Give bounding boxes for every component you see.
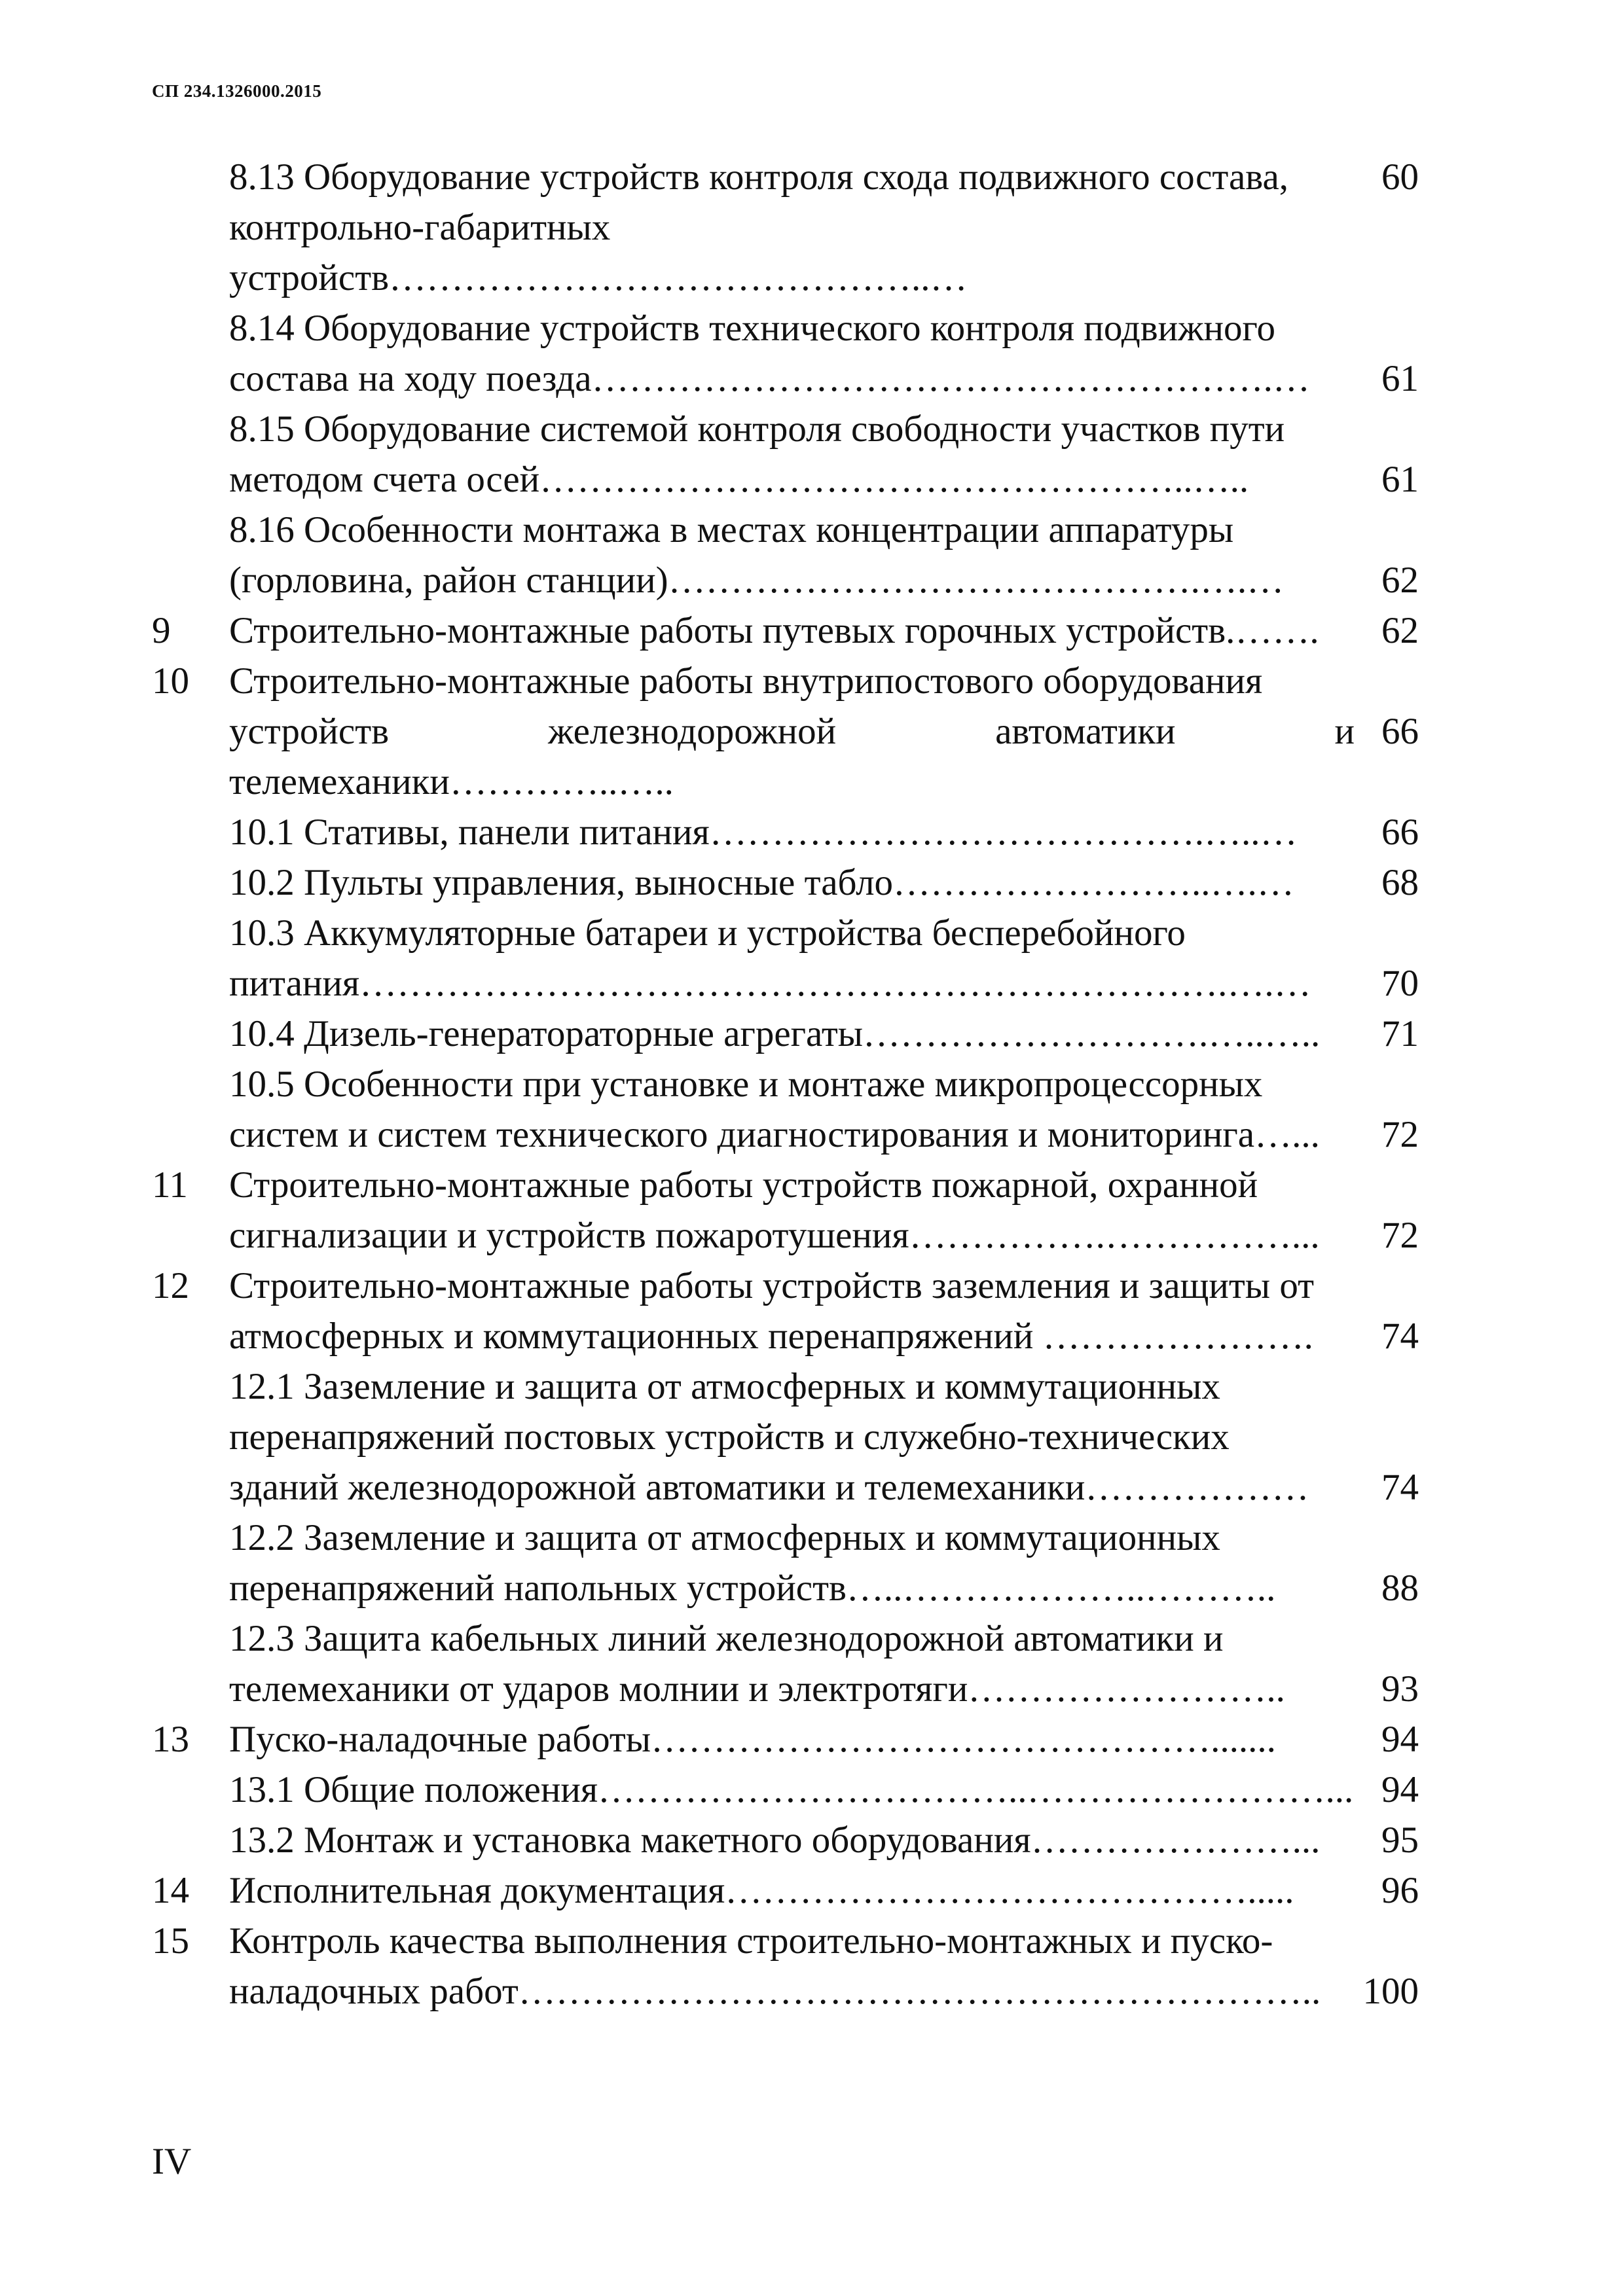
toc-entry[interactable]: [152, 656, 1419, 807]
toc-entry[interactable]: [152, 303, 1419, 404]
toc-entry-text: Строительно-монтажные работы внутрипостового оборудования: [229, 660, 1263, 702]
toc-entry[interactable]: [152, 1009, 1419, 1059]
toc-entry-line: [229, 1109, 1355, 1160]
toc-entry-text: контрольно-габаритных устройств……………………………………..…: [229, 207, 968, 298]
toc-entry[interactable]: [152, 1513, 1419, 1613]
toc-entry-page: 100: [1362, 1971, 1419, 2012]
toc-entry[interactable]: [152, 1714, 1419, 1765]
toc-entry[interactable]: [152, 1765, 1419, 1815]
toc-entry-page: 74: [1381, 1467, 1419, 1508]
toc-entry-line: [229, 404, 1355, 454]
toc-entry-line: [229, 303, 1355, 353]
toc-entry-text: (горловина, район станции)…………………………………….….…: [229, 560, 1285, 601]
toc-entry-line: [229, 1160, 1355, 1210]
toc-entry-text: 10.4 Дизель-генератораторные агрегаты……………………….…..…..: [229, 1013, 1321, 1054]
toc-entry-line: [229, 505, 1355, 555]
toc-entry[interactable]: [152, 1815, 1419, 1865]
toc-entry-page: 96: [1381, 1870, 1419, 1911]
toc-entry-page: 71: [1381, 1013, 1419, 1054]
toc-entry-line: [229, 1815, 1355, 1865]
toc-entry-line: [229, 1361, 1355, 1412]
toc-entry[interactable]: [152, 1361, 1419, 1513]
toc-entry-text: Строительно-монтажные работы устройств заземления и защиты от: [229, 1265, 1315, 1306]
toc-entry-text: 8.16 Особенности монтажа в местах концентрации аппаратуры: [229, 509, 1234, 550]
toc-entry-line: [229, 958, 1355, 1009]
page-number-roman: IV: [152, 2141, 192, 2182]
toc-entry[interactable]: [152, 605, 1419, 656]
toc-entry-text: 10.3 Аккумуляторные батареи и устройства бесперебойного: [229, 912, 1186, 954]
toc-entry[interactable]: [152, 505, 1419, 605]
toc-entry-page: 60: [1381, 156, 1419, 198]
toc-entry-text: 12.1 Заземление и защита от атмосферных и коммутационных: [229, 1366, 1220, 1407]
toc-entry-text: питания…………………………………………………………….….…: [229, 963, 1311, 1004]
toc-entry-line: [229, 1412, 1355, 1462]
document-code-header: СП 234.1326000.2015: [152, 81, 322, 101]
toc-entry-line: [229, 1009, 1355, 1059]
toc-entry-text: методом счета осей……………………………………………..…..: [229, 459, 1249, 500]
toc-entry-line: [229, 857, 1355, 908]
toc-entry-text: 8.14 Оборудование устройств технического контроля подвижного: [229, 308, 1275, 349]
toc-entry[interactable]: [152, 807, 1419, 857]
toc-entry-page: 93: [1381, 1668, 1419, 1710]
toc-entry-page: 72: [1381, 1114, 1419, 1155]
toc-entry-line: [229, 353, 1355, 404]
toc-entry-page: 62: [1381, 560, 1419, 601]
toc-entry-text: 8.13 Оборудование устройств контроля схода подвижного состава,: [229, 156, 1288, 198]
toc-entry-page: 95: [1381, 1820, 1419, 1861]
toc-entry-number: 12: [152, 1265, 189, 1306]
toc-entry-page: 88: [1381, 1568, 1419, 1609]
toc-entry-line: [229, 1966, 1355, 2017]
toc-entry-page: 61: [1381, 459, 1419, 500]
toc-entry-page: 70: [1381, 963, 1419, 1004]
toc-entry-number: 11: [152, 1164, 188, 1206]
toc-entry-text: Строительно-монтажные работы устройств пожарной, охранной: [229, 1164, 1258, 1206]
toc-entry-text: перенапряжений постовых устройств и служебно-технических: [229, 1416, 1230, 1458]
toc-entry[interactable]: [152, 404, 1419, 505]
toc-entry-text: устройств железнодорожной автоматики и телемеханики…………..…..: [229, 711, 1355, 802]
toc-entry-line: [229, 1462, 1355, 1513]
table-of-contents: [152, 152, 1419, 2017]
toc-entry[interactable]: [152, 1261, 1419, 1361]
toc-entry-text: состава на ходу поезда……………………………………………….…: [229, 358, 1310, 399]
toc-entry-text: Строительно-монтажные работы путевых горочных устройств.…….: [229, 610, 1319, 651]
toc-entry-page: 61: [1381, 358, 1419, 399]
toc-entry-text: наладочных работ………………………………………………………..: [229, 1971, 1321, 2012]
toc-entry-line: [229, 1664, 1355, 1714]
toc-entry-number: 10: [152, 660, 189, 702]
toc-entry-line: [229, 1865, 1355, 1916]
toc-entry-line: [229, 1765, 1355, 1815]
toc-entry[interactable]: [152, 857, 1419, 908]
toc-entry-text: 13.1 Общие положения……………………………..……………………...: [229, 1769, 1354, 1810]
toc-entry-line: [229, 1613, 1355, 1664]
toc-entry[interactable]: [152, 1059, 1419, 1160]
toc-entry-number: 15: [152, 1920, 189, 1962]
toc-entry-line: [229, 605, 1355, 656]
toc-entry-page: 94: [1381, 1719, 1419, 1760]
toc-entry-text: перенапряжений напольных устройств…..………………..………..: [229, 1568, 1276, 1609]
toc-entry-page: 66: [1381, 711, 1419, 752]
toc-entry-text: 13.2 Монтаж и установка макетного оборудования…………………...: [229, 1820, 1321, 1861]
toc-entry-text: Исполнительная документация…………………………………….....: [229, 1870, 1294, 1911]
toc-entry[interactable]: [152, 1160, 1419, 1261]
toc-entry-line: [229, 656, 1355, 706]
toc-entry-text: 10.5 Особенности при установке и монтаже микропроцессорных: [229, 1064, 1263, 1105]
toc-entry-page: 66: [1381, 812, 1419, 853]
toc-entry-line: [229, 1513, 1355, 1563]
toc-entry-number: 14: [152, 1870, 189, 1911]
toc-entry[interactable]: [152, 152, 1419, 303]
toc-entry-line: [229, 1261, 1355, 1311]
toc-entry-text: 8.15 Оборудование системой контроля свободности участков пути: [229, 408, 1285, 450]
toc-entry-page: 68: [1381, 862, 1419, 903]
toc-entry-text: атмосферных и коммутационных перенапряжений ………………….: [229, 1316, 1313, 1357]
toc-entry-page: 94: [1381, 1769, 1419, 1810]
toc-entry-line: [229, 1059, 1355, 1109]
toc-entry-text: Пуско-наладочные работы……………………………………….......: [229, 1719, 1276, 1760]
toc-entry-line: [229, 555, 1355, 605]
toc-entry-line: [229, 908, 1355, 958]
toc-entry-page: 62: [1381, 610, 1419, 651]
toc-entry-line: [229, 807, 1355, 857]
toc-entry-page: 72: [1381, 1215, 1419, 1256]
toc-entry-line: [229, 1311, 1355, 1361]
toc-entry-text: зданий железнодорожной автоматики и телемеханики………………: [229, 1467, 1309, 1508]
toc-entry-line: [229, 202, 1355, 303]
toc-entry-text: телемеханики от ударов молнии и электротяги……………………..: [229, 1668, 1285, 1710]
toc-entry-number: 13: [152, 1719, 189, 1760]
toc-entry-text: Контроль качества выполнения строительно-монтажных и пуско-: [229, 1920, 1273, 1962]
toc-entry-line: [229, 454, 1355, 505]
toc-entry[interactable]: [152, 1865, 1419, 1916]
toc-entry-text: 12.2 Заземление и защита от атмосферных и коммутационных: [229, 1517, 1220, 1558]
toc-entry-line: [229, 706, 1355, 807]
toc-entry-line: [229, 152, 1355, 202]
toc-entry-number: 9: [152, 610, 171, 651]
toc-entry[interactable]: [152, 1613, 1419, 1714]
toc-entry[interactable]: [152, 908, 1419, 1009]
toc-entry-text: 10.1 Стативы, панели питания………………………………….…..…: [229, 812, 1298, 853]
toc-entry-line: [229, 1916, 1355, 1966]
toc-entry[interactable]: [152, 1916, 1419, 2017]
toc-entry-line: [229, 1563, 1355, 1613]
toc-entry-line: [229, 1210, 1355, 1261]
toc-entry-text: систем и систем технического диагностирования и мониторинга…...: [229, 1114, 1320, 1155]
toc-entry-line: [229, 1714, 1355, 1765]
toc-entry-page: 74: [1381, 1316, 1419, 1357]
toc-entry-text: сигнализации и устройств пожаротушения…………….……………...: [229, 1215, 1320, 1256]
toc-entry-text: 12.3 Защита кабельных линий железнодорожной автоматики и: [229, 1618, 1224, 1659]
toc-entry-text: 10.2 Пульты управления, выносные табло……………………..….…: [229, 862, 1294, 903]
